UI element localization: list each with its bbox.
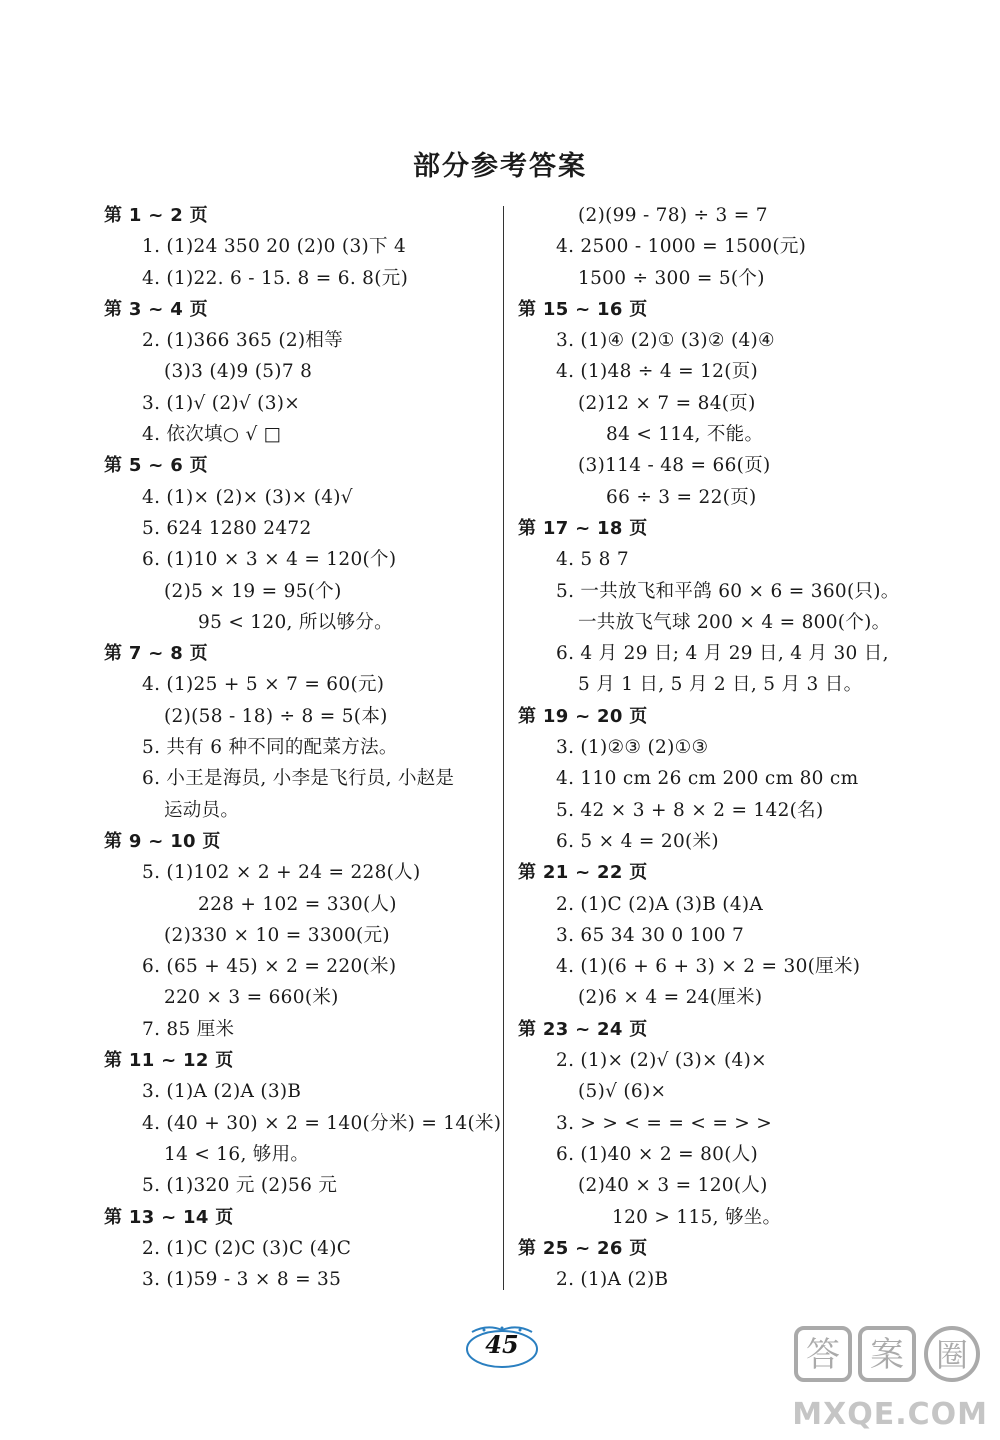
answer-line: 6. (1)40 × 2 = 80(人) — [556, 1143, 759, 1165]
answer-line: (2)(99 - 78) ÷ 3 = 7 — [578, 205, 768, 226]
answer-line: 6. (65 + 45) × 2 = 220(米) — [142, 956, 397, 978]
answer-line: 84 < 114, 不能。 — [606, 424, 764, 446]
answer-line: 2. (1)366 365 (2)相等 — [142, 330, 344, 352]
answer-line: 5. 一共放飞和平鸽 60 × 6 = 360(只)。 — [556, 580, 900, 602]
section-heading: 第 21 ~ 22 页 — [518, 862, 648, 884]
answers-right-column — [518, 200, 918, 1295]
answer-line: 1500 ÷ 300 = 5(个) — [578, 267, 765, 289]
answer-line: 1. (1)24 350 20 (2)0 (3)下 4 — [142, 236, 407, 258]
answer-line: 228 + 102 = 330(人) — [198, 893, 397, 915]
answer-line: 3. (1)②③ (2)①③ — [556, 737, 709, 759]
section-heading: 第 13 ~ 14 页 — [104, 1206, 234, 1228]
answer-line: 3. (1)④ (2)① (3)② (4)④ — [556, 330, 775, 352]
answer-line: (2)6 × 4 = 24(厘米) — [578, 987, 763, 1009]
answer-line: 5. 42 × 3 + 8 × 2 = 142(名) — [556, 799, 824, 821]
answer-line: 4. 依次填○ √ □ — [142, 424, 282, 446]
answer-line: (2)5 × 19 = 95(个) — [164, 580, 342, 602]
answer-line: 3. (1)59 - 3 × 8 = 35 — [142, 1269, 342, 1291]
answer-line: 6. 小王是海员, 小李是飞行员, 小赵是 — [142, 768, 455, 790]
answer-line: 2. (1)× (2)√ (3)× (4)× — [556, 1050, 767, 1072]
page-number: 45 — [485, 1330, 519, 1359]
answer-line: 5 月 1 日, 5 月 2 日, 5 月 3 日。 — [578, 674, 863, 696]
answer-line: 4. 2500 - 1000 = 1500(元) — [556, 236, 807, 258]
answer-line: 6. 4 月 29 日; 4 月 29 日, 4 月 30 日, — [556, 643, 889, 665]
watermark-logo-char-3: 圈 — [935, 1336, 969, 1374]
answer-line: 4. 5 8 7 — [556, 549, 630, 571]
answer-line: 4. (1)48 ÷ 4 = 12(页) — [556, 361, 759, 383]
column-divider — [503, 206, 504, 1290]
answer-line: 6. 5 × 4 = 20(米) — [556, 830, 719, 852]
answer-line: 4. (1)25 + 5 × 7 = 60(元) — [142, 674, 385, 696]
watermark-logo-icon — [792, 1322, 982, 1386]
section-heading: 第 1 ~ 2 页 — [104, 205, 208, 226]
answer-line: 95 < 120, 所以够分。 — [198, 611, 393, 633]
page-number-badge — [462, 1322, 542, 1372]
section-heading: 第 25 ~ 26 页 — [518, 1237, 648, 1259]
answer-line: 5. 624 1280 2472 — [142, 517, 312, 539]
answer-line: 3. (1)√ (2)√ (3)× — [142, 392, 301, 414]
answers-left-column — [104, 200, 502, 1295]
answer-line: 4. (40 + 30) × 2 = 140(分米) = 14(米) — [142, 1112, 502, 1134]
answer-line: 2. (1)C (2)A (3)B (4)A — [556, 893, 764, 915]
answer-line: (2)330 × 10 = 3300(元) — [164, 924, 390, 946]
watermark — [778, 1322, 988, 1432]
answer-line: 6. (1)10 × 3 × 4 = 120(个) — [142, 549, 397, 571]
answer-line: (2)40 × 3 = 120(人) — [578, 1175, 768, 1197]
answer-line: (3)114 - 48 = 66(页) — [578, 455, 771, 477]
section-heading: 第 3 ~ 4 页 — [104, 298, 208, 320]
answer-line: 220 × 3 = 660(米) — [164, 987, 339, 1009]
answer-line: 3. (1)A (2)A (3)B — [142, 1081, 302, 1103]
section-heading: 第 23 ~ 24 页 — [518, 1018, 648, 1040]
answer-line: 4. 110 cm 26 cm 200 cm 80 cm — [556, 768, 859, 790]
answer-line: (2)12 × 7 = 84(页) — [578, 392, 756, 414]
section-heading: 第 19 ~ 20 页 — [518, 705, 648, 727]
section-heading: 第 11 ~ 12 页 — [104, 1050, 234, 1072]
answer-line: 4. (1)22. 6 - 15. 8 = 6. 8(元) — [142, 267, 409, 289]
watermark-logo-char-2: 案 — [870, 1335, 904, 1375]
answer-line: 2. (1)A (2)B — [556, 1269, 669, 1291]
watermark-logo-char-1: 答 — [806, 1335, 840, 1375]
section-heading: 第 5 ~ 6 页 — [104, 455, 208, 477]
answer-line: 66 ÷ 3 = 22(页) — [606, 486, 757, 508]
answer-line: 运动员。 — [164, 799, 240, 821]
answer-line: 2. (1)C (2)C (3)C (4)C — [142, 1237, 352, 1259]
answer-line: (3)3 (4)9 (5)7 8 — [164, 361, 313, 383]
answer-line: 3. 65 34 30 0 100 7 — [556, 924, 745, 946]
section-heading: 第 9 ~ 10 页 — [104, 830, 221, 852]
answer-line: 14 < 16, 够用。 — [164, 1143, 310, 1165]
answer-line: 120 > 115, 够坐。 — [612, 1206, 782, 1228]
page-title: 部分参考答案 — [413, 151, 587, 182]
answer-line: 3. > > < = = < = > > — [556, 1112, 773, 1134]
answer-line: (5)√ (6)× — [578, 1081, 667, 1103]
watermark-site-text: MXQE.COM — [792, 1397, 988, 1432]
section-heading: 第 17 ~ 18 页 — [518, 517, 648, 539]
answer-line: 7. 85 厘米 — [142, 1018, 235, 1040]
section-heading: 第 7 ~ 8 页 — [104, 643, 208, 665]
answer-line: 5. (1)320 元 (2)56 元 — [142, 1175, 338, 1197]
answer-line: 5. 共有 6 种不同的配菜方法。 — [142, 737, 398, 759]
answer-line: 5. (1)102 × 2 + 24 = 228(人) — [142, 862, 421, 884]
answer-line: 4. (1)(6 + 6 + 3) × 2 = 30(厘米) — [556, 956, 861, 978]
answer-line: 一共放飞气球 200 × 4 = 800(个)。 — [578, 611, 891, 633]
answer-line: (2)(58 - 18) ÷ 8 = 5(本) — [164, 705, 388, 727]
answer-line: 4. (1)× (2)× (3)× (4)√ — [142, 486, 353, 508]
section-heading: 第 15 ~ 16 页 — [518, 298, 648, 320]
